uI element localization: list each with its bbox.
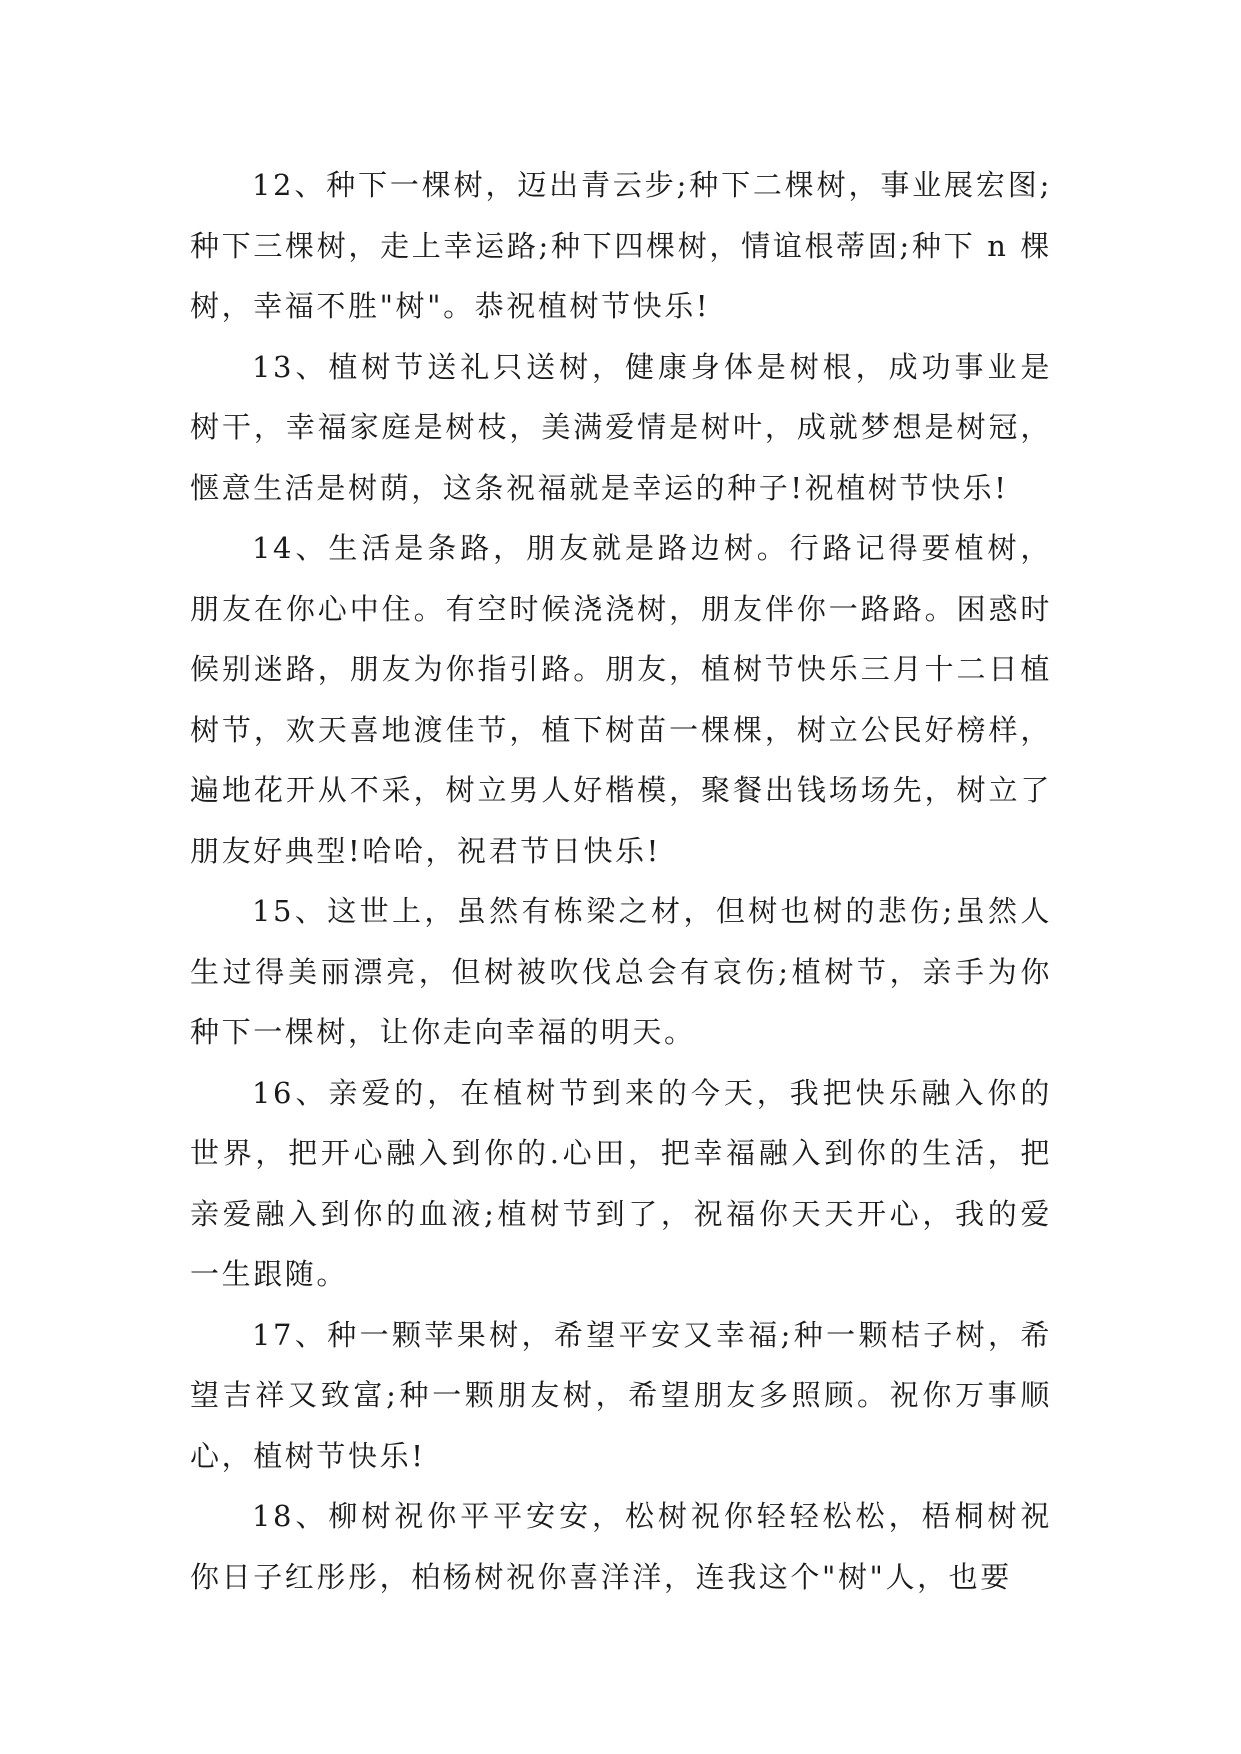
paragraph-12: 12、种下一棵树，迈出青云步;种下二棵树，事业展宏图;种下三棵树，走上幸运路;种下四棵树，情谊根蒂固;种下 n 棵树，幸福不胜"树"。恭祝植树节快乐! [190, 168, 1052, 323]
paragraph-14: 14、生活是条路，朋友就是路边树。行路记得要植树，朋友在你心中住。有空时候浇浇树，朋友伴你一路路。困惑时候别迷路，朋友为你指引路。朋友，植树节快乐三月十二日植树节，欢天喜地渡佳节，植下树苗一棵棵，树立公民好榜样，遍地花开从不采，树立男人好楷模，聚餐出钱场场先，树立了朋友好典型!哈哈，祝君节日快乐! [190, 531, 1052, 868]
paragraph-15: 15、这世上，虽然有栋梁之材，但树也树的悲伤;虽然人生过得美丽漂亮，但树被吹伐总会有哀伤;植树节，亲手为你种下一棵树，让你走向幸福的明天。 [190, 894, 1052, 1049]
paragraph-16: 16、亲爱的，在植树节到来的今天，我把快乐融入你的世界，把开心融入到你的.心田，把幸福融入到你的生活，把亲爱融入到你的血液;植树节到了，祝福你天天开心，我的爱一生跟随。 [190, 1075, 1052, 1291]
paragraph-13: 13、植树节送礼只送树，健康身体是树根，成功事业是树干，幸福家庭是树枝，美满爱情是树叶，成就梦想是树冠，惬意生活是树荫，这条祝福就是幸运的种子!祝植树节快乐! [190, 349, 1052, 505]
paragraph-17: 17、种一颗苹果树，希望平安又幸福;种一颗桔子树，希望吉祥又致富;种一颗朋友树，希望朋友多照顾。祝你万事顺心，植树节快乐! [190, 1317, 1052, 1473]
paragraph-18: 18、柳树祝你平平安安，松树祝你轻轻松松，梧桐树祝你日子红彤彤，柏杨树祝你喜洋洋，连我这个"树"人，也要 [190, 1499, 1052, 1594]
document-body [190, 155, 1052, 1607]
